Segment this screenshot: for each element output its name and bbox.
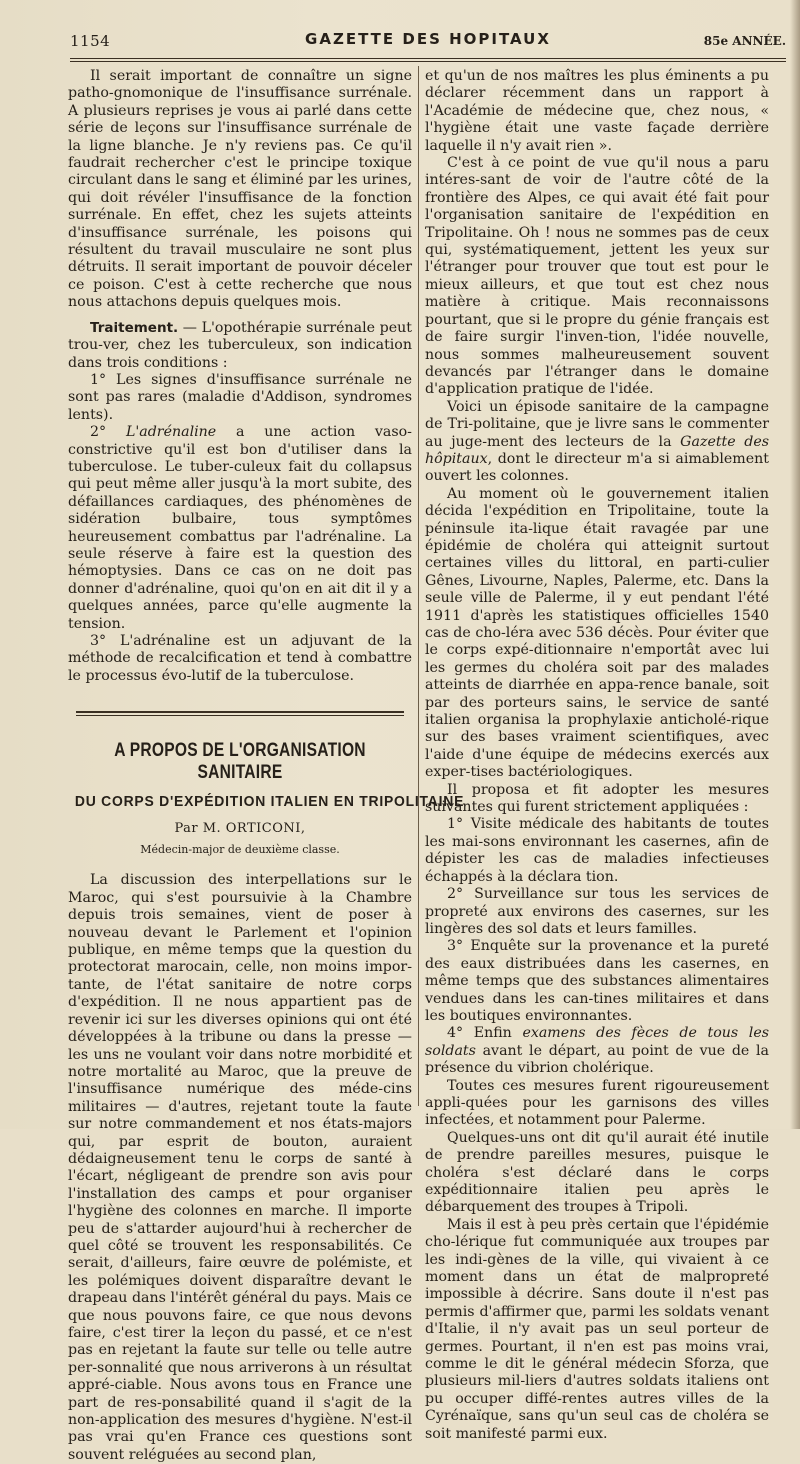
text: avant le départ, au point de vue de la présence du vibrion cholérique. [425,1042,769,1077]
list-item: 1° Visite médicale des habitants de toutes les mai-sons environnant les casernes, afin de dépister les cas de maladies infectieuses échappés à la déclara tion. [425,816,769,885]
list-number: 2° [90,424,126,441]
paragraph: La discussion des interpellations sur le Maroc, qui s'est poursuivie à la Chambre depuis trois semaines, vient de poser à nouveau devant le Parlement et l'opinion publique, en même temps que la question du protectorat marocain, celle, non moins impor-tante, de l'état sanitaire de notre corps d'expédition. Il ne nous appartient pas de revenir ici sur les diverses opinions qui ont été développées à la tribune ou dans la presse — les uns ne voulant voir dans notre morbidité et notre mortalité au Maroc, que la preuve de l'insuffisance numérique des méde-cins militaires — d'autres, rejetant toute la faute sur notre commandement et nos états-majors qui, par esprit de bouton, auraient dédaigneusement tenu le corps de santé à l'écart, négligeant de prendre son avis pour l'installation des camps et pour organiser l'hygiène des colonnes en marche. Il importe peu de s'attarder aujourd'hui à rechercher de quel côté se trouvent les responsabilités. Ce serait, d'ailleurs, faire œuvre de polémiste, et les polémiques doivent disparaître devant le drapeau dans l'intérêt général du pays. Mais ce que nous pouvons faire, ce que nous devons faire, c'est tirer la leçon du passé, et ce n'est pas en rejetant la faute sur telle ou telle autre per-sonnalité que nous arriverons à un résultat appré-ciable. Nous avons tous en France une part de res-ponsabilité quand il s'agit de la non-application des mesures d'hygiène. N'est-il pas vrai qu'en France ces questions sont souvent reléguées au second plan, [68,872,412,1463]
list-item: 1° Les signes d'insuffisance surrénale ne sont pas rares (maladie d'Addison, syndromes lents). [68,371,412,423]
article-title: A PROPOS DE L'ORGANISATION SANITAIRE [114,740,366,784]
paragraph: Il proposa et fit adopter les mesures suivantes qui furent strictement appliquées : [425,781,769,816]
treatment-text: — L'opothérapie surrénale peut trou-ver, chez les tuberculeux, son indication dans trois conditions : [68,319,412,371]
list-item: 3° L'adrénaline est un adjuvant de la méthode de recalcification et tend à combattre le processus évo-lutif de la tuberculose. [68,633,412,684]
text: 4° Enfin [447,1025,523,1042]
emphasis: L'adrénaline [125,424,217,441]
text: , dont le directeur m'a si aimablement ouvert les colonnes. [425,450,769,485]
paragraph: Mais il est à peu près certain que l'épidémie cho-lérique fut communiquée aux troupes par les indi-gènes de la ville, qui vivaient à ce moment dans un état de malpropreté impossible à décrire. Sans doute il n'est pas permis d'affirmer que, parmi les soldats venant d'Italie, il n'y avait pas un seul porteur de germes. Pourtant, il n'en est pas moins vrai, comme le dit le général médecin Sforza, que plusieurs mil-liers d'autres soldats italiens ont pu occuper diffé-rentes autres villes de la Cyrénaïque, sans qu'un seul cas de choléra se soit manifesté parmi eux. [425,1216,769,1442]
journal-title: GAZETTE DES HOPITAUX [305,30,551,48]
text: Voici un épisode sanitaire de la campagne de Tri-politaine, que je livre sans le commenter au juge-ment des lecteurs de la [425,398,769,450]
emphasis: examens des fèces de tous les soldats [425,1025,769,1059]
list-item: 3° Enquête sur la provenance et la pureté des eaux distribuées dans les casernes, en même temps que des substances alimentaires vendues dans les can-tines militaires et dans les boutiques environnantes. [425,938,769,1024]
paragraph: Quelques-uns ont dit qu'il aurait été inutile de prendre pareilles mesures, puisque le choléra s'est déclaré dans le corps expéditionnaire italien peu après le débarquement des troupes à Tripoli. [425,1129,769,1216]
author-role: Médecin-major de deuxième classe. [140,843,340,857]
header-rule [70,58,786,62]
paragraph [425,399,769,486]
column-divider [418,66,419,1106]
page-header [70,24,786,54]
page-edge-shadow [790,0,800,1129]
treatment-paragraph [68,320,412,372]
paragraph: Au moment où le gouvernement italien décida l'expédition en Tripolitaine, toute la péninsule ita-lique était ravagée par une épidémie de choléra qui atteignit surtout certaines villes du littoral, en parti-culier Gênes, Livourne, Naples, Palerme, etc. Dans la seule ville de Palerme, il y eut pendant l'été 1911 d'après les statistiques officielles 1540 cas de cho-léra avec 536 décès. Pour éviter que le corps expé-ditionnaire n'emportât avec lui les germes du choléra soit par des malades atteints de diarrhée en appa-rence banale, soit par des porteurs sains, le service de santé italien organisa la prophylaxie anticholé-rique sur des bases vraiment scientifiques, avec l'aide d'une équipe de médecins exercés aux exper-tises bactériologiques. [425,485,769,781]
left-column [68,68,465,1464]
paragraph: C'est à ce point de vue qu'il nous a paru intéres-sant de voir de l'autre côté de la frontière des Alpes, ce qui avait été fait pour l'organisation sanitaire de l'expédition en Tripolitaine. Oh ! nous ne sommes pas de ceux qui, systématiquement, jettent les yeux sur l'étranger pour trouver que tout est pour le mieux ailleurs, et que tout est chez nous matière à critique. Mais reconnaissons pourtant, que si le propre du génie français est de faire surgir l'inven-tion, l'idée nouvelle, nous sommes malheureusement souvent devancés par l'étranger dans le domaine d'application pratique de l'idée. [425,155,769,398]
list-item [425,1025,769,1077]
right-column [425,68,769,1443]
paragraph: Toutes ces mesures furent rigoureusement appli-quées pour les garnisons des villes infectées, et notamment pour Palerme. [425,1077,769,1129]
article-subtitle: DU CORPS D'EXPÉDITION ITALIEN EN TRIPOLITAINE [74,794,465,811]
treatment-label: Traitement. [90,319,179,336]
list-item [68,424,412,633]
year-label: 85e ANNÉE. [703,34,786,48]
emphasis: Gazette des hôpitaux [425,433,770,467]
article-separator [76,711,404,716]
page-number: 1154 [70,32,111,50]
paragraph: Il serait important de connaître un signe patho-gnomonique de l'insuffisance surrénale. A plusieurs reprises je vous ai parlé dans cette série de leçons sur l'insuffisance surrénale de la ligne blanche. Je n'y reviens pas. Ce qu'il faudrait rechercher c'est le principe toxique circulant dans le sang et éliminé par les urines, qui doit révéler l'insuffisance de la fonction surrénale. En effet, chez les sujets atteints d'insuffisance surrénale, les poisons qui résultent du travail musculaire ne sont plus détruits. Il serait important de pouvoir déceler ce poison. C'est à cette recherche que nous nous attachons depuis quelques mois. [68,68,412,311]
author: Par M. ORTICONI, [174,820,306,836]
paragraph: et qu'un de nos maîtres les plus éminents a pu déclarer récemment dans un rapport à l'Académie de médecine que, chez nous, « l'hygiène était une vaste façade derrière laquelle il n'y avait rien ». [425,68,769,154]
list-text: a une action vaso-constrictive qu'il est bon d'utiliser dans la tuberculose. Le tuber-culeux fait du collapsus qui peut même aller jusqu'à la mort subite, des défaillances cardiaques, des phénomènes de sidération bulbaire, tous symptômes heureusement combattus par l'adrénaline. La seule réserve à faire est la question des hémoptysies. Dans ce cas on ne doit pas donner d'adrénaline, quoi qu'on en ait dit il y a quelques années, parce qu'elle augmente la tension. [68,424,412,632]
list-item: 2° Surveillance sur tous les services de propreté aux environs des casernes, sur les lingères des sol dats et leurs familles. [425,886,769,937]
